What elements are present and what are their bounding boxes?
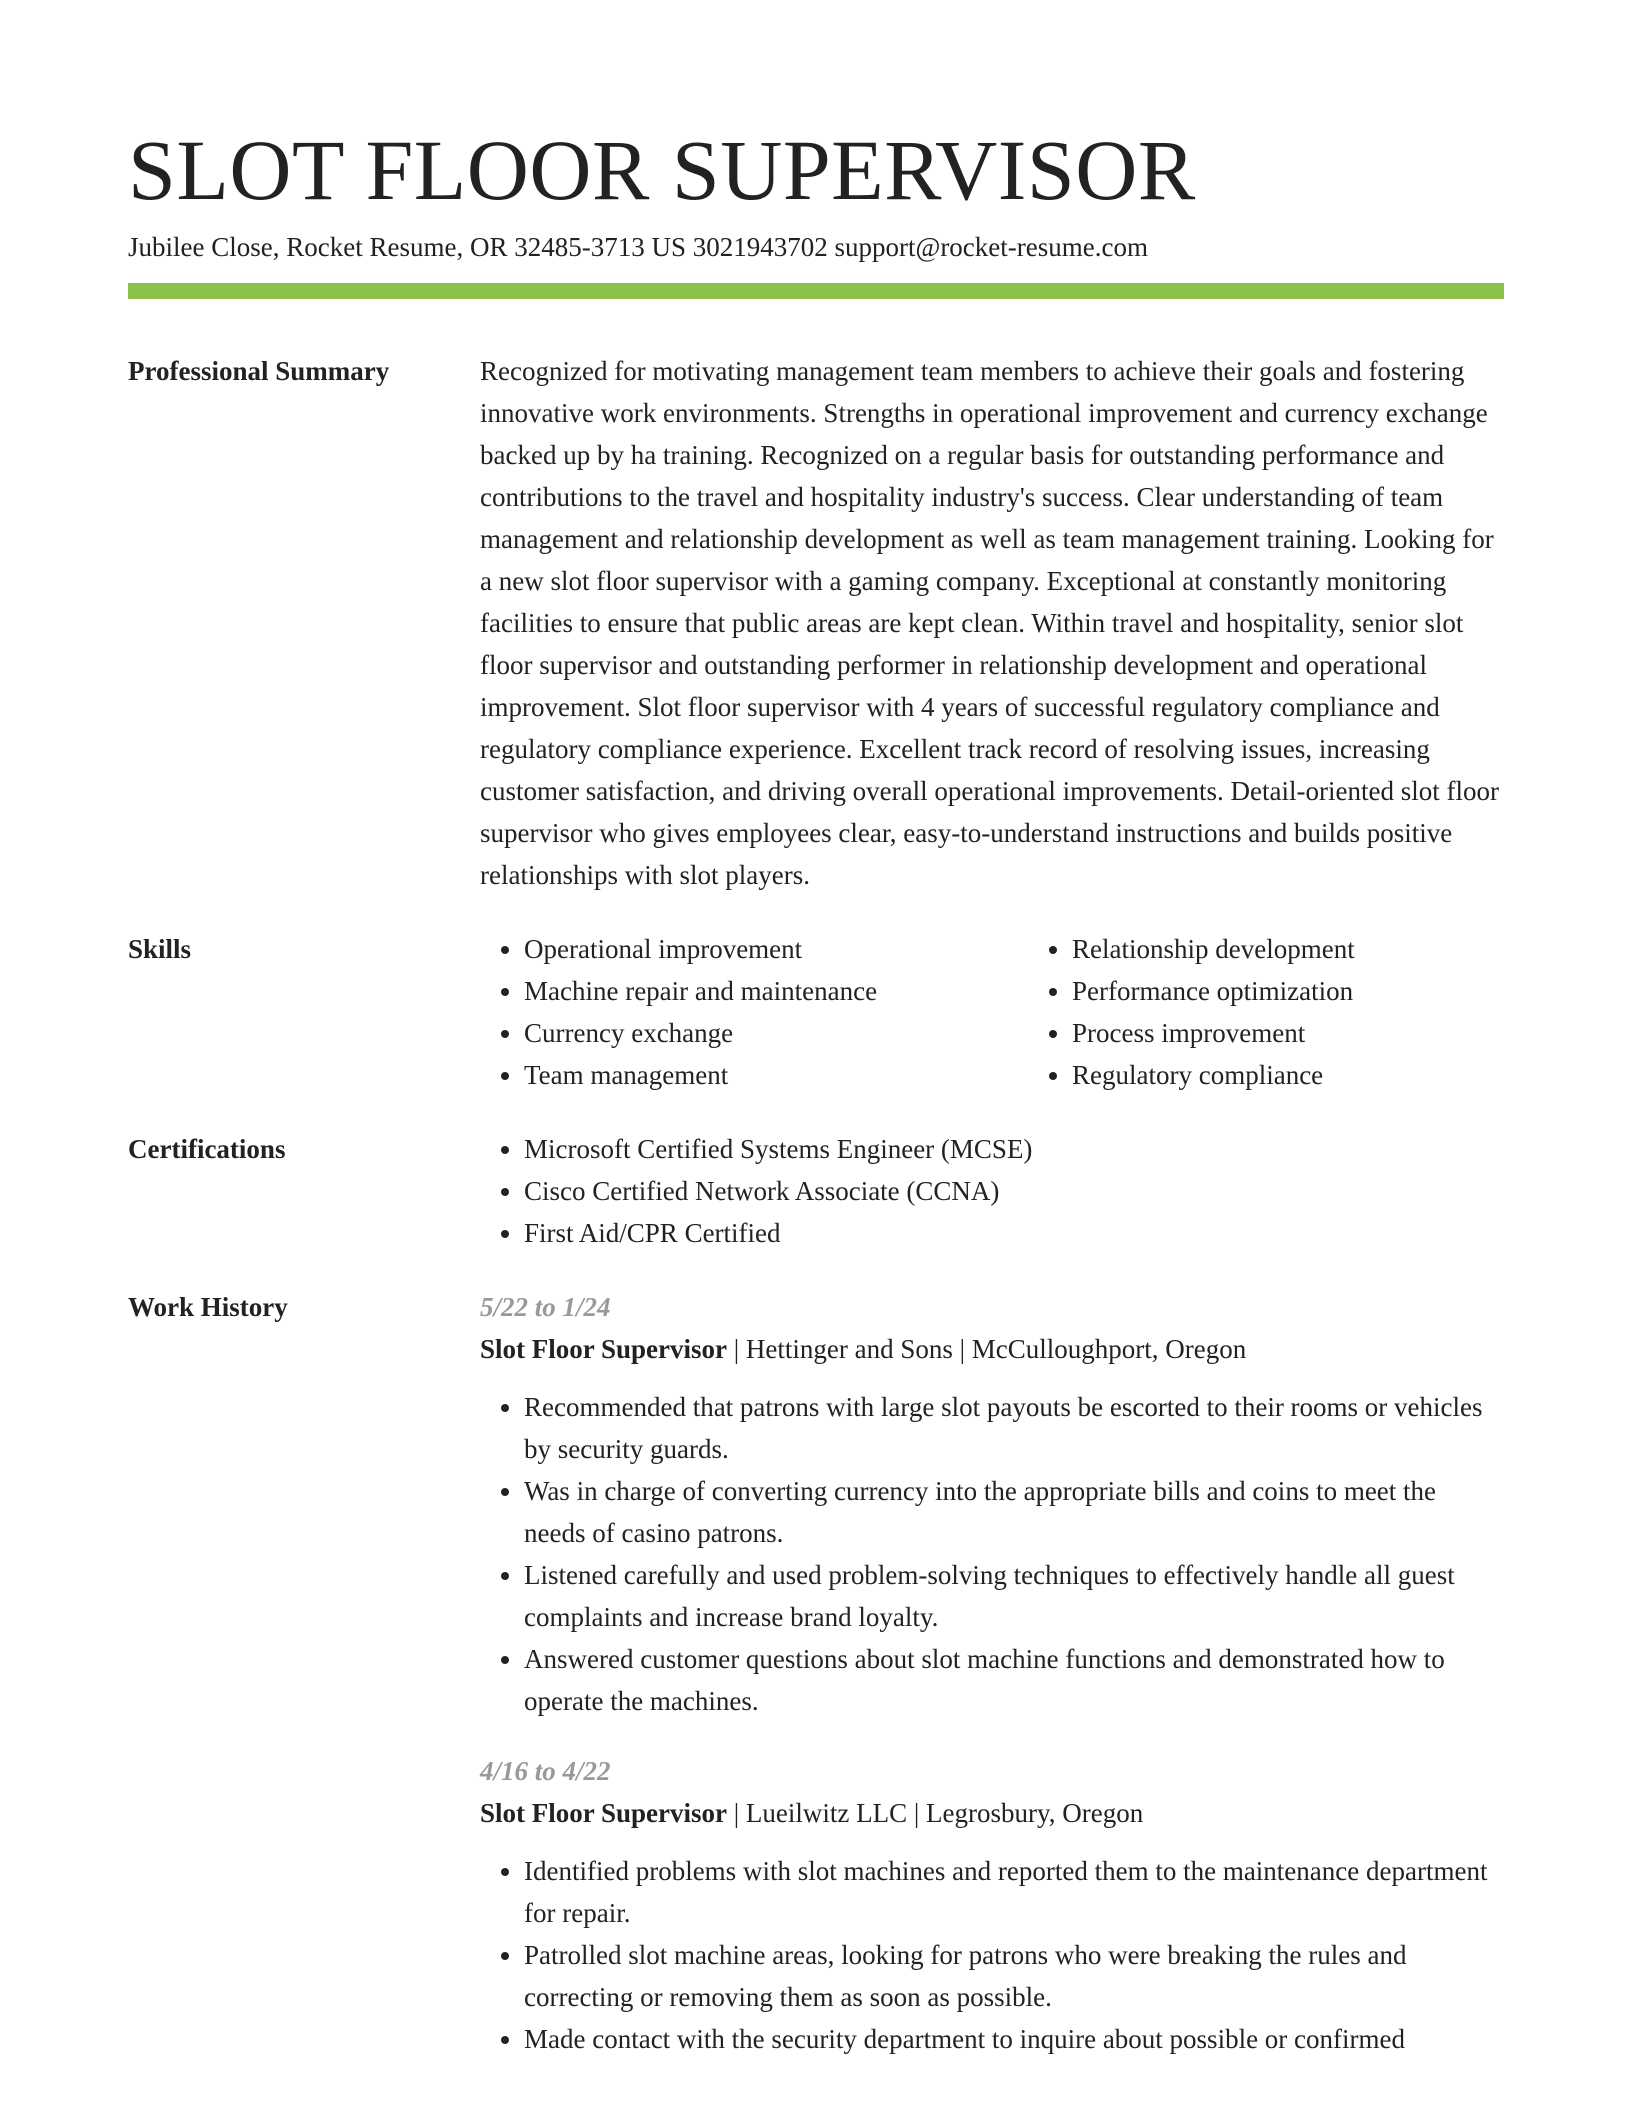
work-history-body [480, 1286, 1504, 2088]
section-title: Skills [128, 934, 192, 964]
job-bullets [480, 1386, 1504, 1722]
list-item: • Currency exchange [524, 1012, 1028, 1054]
job-dates: 4/16 to 4/22 [480, 1756, 611, 1786]
skills-list-left [480, 928, 1028, 1096]
resume-header [128, 120, 1504, 299]
list-item: • Recommended that patrons with large slot payouts be escorted to their rooms or vehicles by security guards. [524, 1386, 1504, 1470]
job-entry [480, 1286, 1504, 1722]
section-title: Certifications [128, 1134, 286, 1164]
list-item: • Listened carefully and used problem-solving techniques to effectively handle all guest complaints and increase brand loyalty. [524, 1554, 1504, 1638]
list-item: • Was in charge of converting currency into the appropriate bills and coins to meet the needs of casino patrons. [524, 1470, 1504, 1554]
list-item: • Team management [524, 1054, 1028, 1096]
job-bullets [480, 1850, 1504, 2060]
job-heading [480, 1792, 1504, 1834]
list-item: • Answered customer questions about slot machine functions and demonstrated how to operate the machines. [524, 1638, 1504, 1722]
list-item: • Identified problems with slot machines and reported them to the maintenance department for repair. [524, 1850, 1504, 1934]
list-item: • Cisco Certified Network Associate (CCNA) [524, 1170, 1504, 1212]
job-title: Slot Floor Supervisor [480, 1798, 728, 1828]
summary-section [128, 350, 1504, 896]
list-item: • Operational improvement [524, 928, 1028, 970]
list-item: • Patrolled slot machine areas, looking for patrons who were breaking the rules and correcting or removing them as soon as possible. [524, 1934, 1504, 2018]
section-title: Professional Summary [128, 356, 390, 386]
resume-sections [128, 350, 1504, 2120]
job-heading [480, 1328, 1504, 1370]
list-item: • Machine repair and maintenance [524, 970, 1028, 1012]
summary-text: Recognized for motivating management team members to achieve their goals and fostering innovative work environments. Strengths in operational improvement and currency exchange backed up by ha training. Recognized on a regular basis for outstanding performance and contributions to the travel and hospitality industry's success. Clear understanding of team management and relationship development as well as team management training. Looking for a new slot floor supervisor with a gaming company. Exceptional at constantly monitoring facilities to ensure that public areas are kept clean. Within travel and hospitality, senior slot floor supervisor and outstanding performer in relationship development and operational improvement. Slot floor supervisor with 4 years of successful regulatory compliance and regulatory compliance experience. Excellent track record of resolving issues, increasing customer satisfaction, and driving overall operational improvements. Detail-oriented slot floor supervisor who gives employees clear, easy-to-understand instructions and builds positive relationships with slot players. [480, 356, 1499, 890]
certifications-section [128, 1128, 1504, 1254]
list-item: • Microsoft Certified Systems Engineer (MCSE) [524, 1128, 1504, 1170]
skills-columns [480, 928, 1576, 1096]
work-history-section [128, 1286, 1504, 2088]
certifications-body [480, 1128, 1504, 1254]
job-entry [480, 1750, 1504, 2060]
accent-divider [128, 283, 1504, 299]
skills-section [128, 928, 1504, 1096]
page-title: SLOT FLOOR SUPERVISOR [128, 122, 1196, 218]
list-item: • Made contact with the security department to inquire about possible or confirmed [524, 2018, 1504, 2060]
list-item: • Relationship development [1072, 928, 1576, 970]
list-item: • Process improvement [1072, 1012, 1576, 1054]
list-item: • Performance optimization [1072, 970, 1576, 1012]
certifications-list [480, 1128, 1504, 1254]
job-employer: | Lueilwitz LLC | Legrosbury, Oregon [727, 1798, 1144, 1828]
list-item: • First Aid/CPR Certified [524, 1212, 1504, 1254]
job-title: Slot Floor Supervisor [480, 1334, 728, 1364]
job-dates: 5/22 to 1/24 [480, 1292, 611, 1322]
skills-list-right [1028, 928, 1576, 1096]
section-title: Work History [128, 1292, 288, 1322]
list-item: • Regulatory compliance [1072, 1054, 1576, 1096]
contact-line: Jubilee Close, Rocket Resume, OR 32485-3713 US 3021943702 support@rocket-resume.com [128, 232, 1148, 262]
job-employer: | Hettinger and Sons | McCulloughport, Oregon [727, 1334, 1247, 1364]
